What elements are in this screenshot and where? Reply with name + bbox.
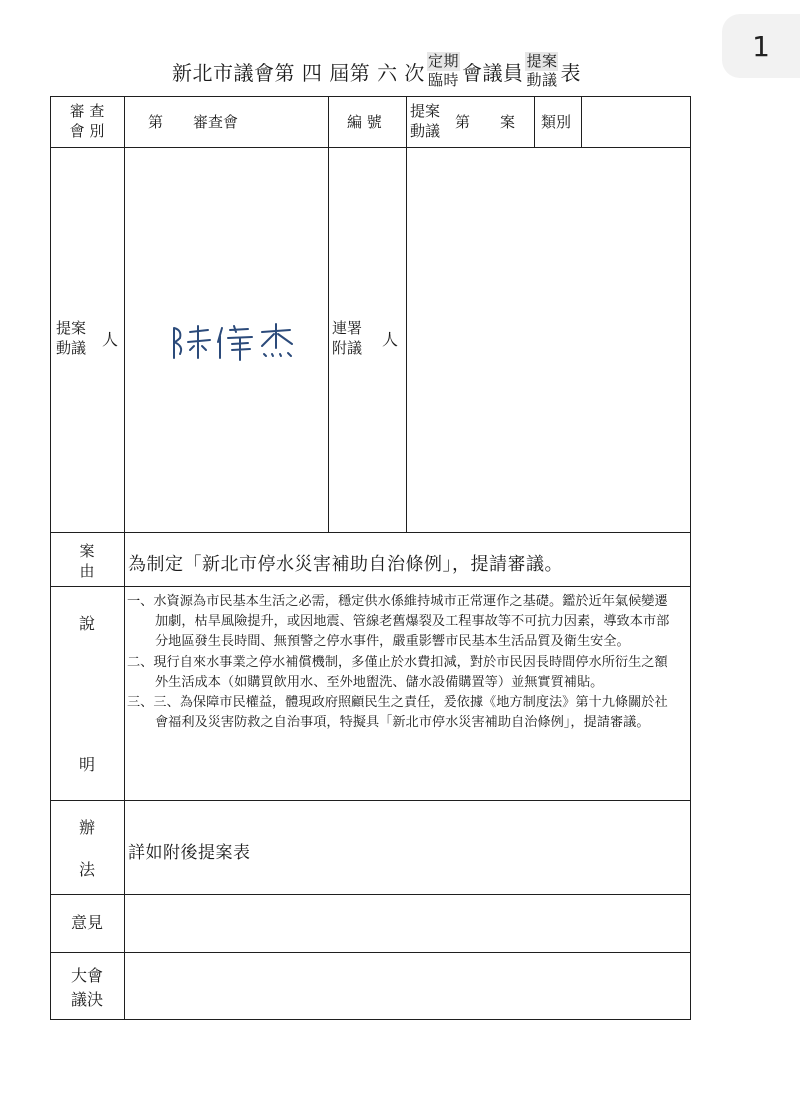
proposer-suffix: 人	[102, 330, 119, 349]
label-line: 審 查	[69, 102, 105, 120]
cosigner-label	[332, 318, 362, 358]
label-line: 大會	[70, 966, 103, 985]
reason-text: 為制定「新北市停水災害補助自治條例」，提請審議。	[128, 554, 563, 575]
table-border-right	[690, 96, 691, 1020]
explanation-label-bottom: 明	[78, 755, 95, 774]
type-motion-label: 動議	[526, 71, 558, 89]
review-meeting-value: 第 審查會	[148, 113, 239, 131]
review-meeting-label	[54, 101, 120, 141]
method-label-bottom: 法	[78, 860, 95, 879]
page-number-badge: 1	[722, 14, 800, 78]
label-line: 連署	[332, 319, 363, 337]
title-end: 表	[560, 60, 581, 85]
column-divider	[534, 96, 535, 148]
method-label-top: 辦	[78, 818, 95, 837]
opinion-label: 意見	[70, 913, 103, 932]
row-divider	[50, 894, 691, 895]
label-line: 動議	[56, 339, 87, 357]
title-middle: 會議員	[461, 60, 524, 85]
label-line: 附議	[332, 339, 363, 357]
column-divider	[581, 96, 582, 148]
label-line: 會 別	[69, 122, 105, 140]
table-border-bottom	[50, 1019, 691, 1020]
method-text: 詳如附後提案表	[128, 843, 251, 863]
table-border-top	[50, 96, 691, 97]
type-proposal-label: 提案	[526, 52, 558, 70]
explanation-item: 一、水資源為市民基本生活之必需，穩定供水係維持城市正常運作之基礎。鑑於近年氣候變遷加劇，枯旱風險提升，或因地震、管線老舊爆裂及工程事故等不可抗力因素，導致本市部分地區發生長時間、無預警之停水事件，嚴重影響市民基本生活品質及衛生安全。	[127, 594, 670, 650]
proposer-signature	[168, 318, 298, 364]
column-divider	[328, 96, 329, 533]
label-column-divider	[124, 96, 125, 1020]
table-border-left	[50, 96, 51, 1020]
label-line: 案	[79, 542, 95, 560]
session-extra-label: 臨時	[427, 71, 459, 89]
reason-label	[54, 541, 120, 581]
category-label: 類別	[541, 113, 572, 131]
explanation-item: 三、三、為保障市民權益，體現政府照顧民生之責任，爰依據《地方制度法》第十九條關於社會福利及災害防救之自治事項，特擬具「新北市停水災害補助自治條例」，提請審議。	[127, 695, 668, 731]
title-main: 新北市議會第 四 屆第 六 次	[172, 60, 425, 85]
label-line: 提案	[56, 319, 87, 337]
row-divider	[50, 800, 691, 801]
label-line: 由	[79, 562, 95, 580]
explanation-item: 二、現行自來水事業之停水補償機制，多僅止於水費扣減，對於市民因長時間停水所衍生之額外生活成本（如購買飲用水、至外地盥洗、儲水設備購置等）並無實質補貼。	[127, 654, 668, 690]
label-line: 議決	[70, 990, 103, 1009]
cosigner-suffix: 人	[382, 330, 399, 349]
explanation-label-top: 說	[78, 614, 95, 633]
resolution-label	[54, 964, 120, 1012]
session-regular-label: 定期	[427, 52, 459, 70]
row-divider	[50, 147, 691, 148]
label-line: 動議	[410, 122, 441, 140]
proposal-motion-label	[410, 101, 440, 141]
row-divider	[50, 952, 691, 953]
case-number: 第 案	[455, 113, 516, 131]
proposer-label	[56, 318, 86, 358]
explanation-list	[127, 592, 679, 733]
row-divider	[50, 586, 691, 587]
label-line: 提案	[410, 102, 441, 120]
row-divider	[50, 532, 691, 533]
column-divider	[406, 96, 407, 533]
number-label: 編 號	[347, 113, 382, 131]
